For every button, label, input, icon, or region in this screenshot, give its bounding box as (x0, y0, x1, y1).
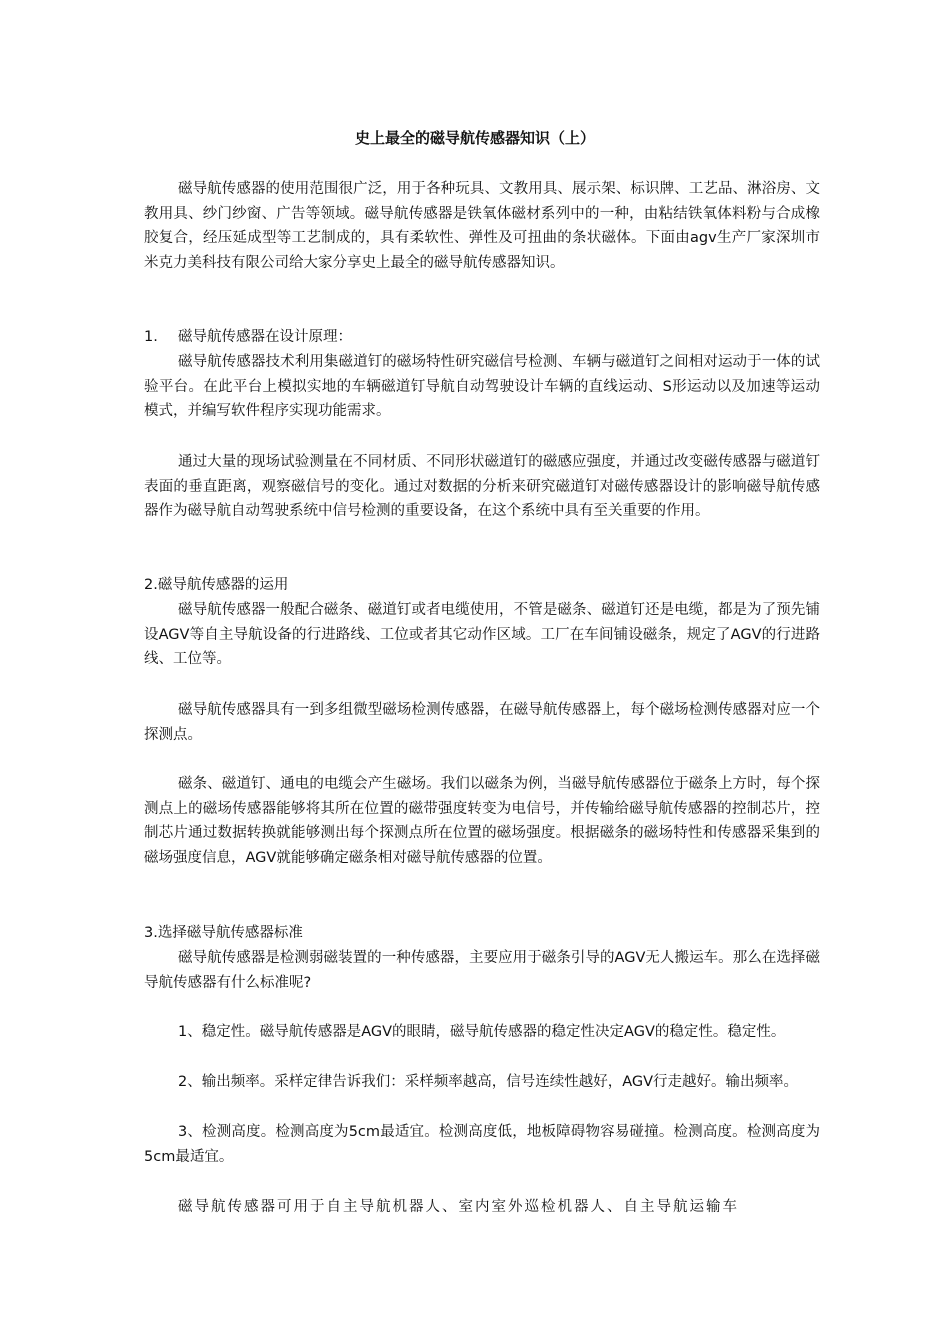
section3-paragraph-last: 磁导航传感器可用于自主导航机器人、室内室外巡检机器人、自主导航运输车 (178, 1199, 739, 1215)
section1-heading-text: 磁导航传感器在设计原理： (178, 329, 352, 345)
criteria-item-stability: 1、稳定性。磁导航传感器是AGV的眼睛，磁导航传感器的稳定性决定AGV的稳定性。稳定性。 (178, 1024, 786, 1040)
section2-paragraph-1: 磁导航传感器一般配合磁条、磁道钉或者电缆使用，不管是磁条、磁道钉还是电缆，都是为了预先铺设AGV等自主导航设备的行进路线、工位或者其它动作区域。工厂在车间铺设磁条，规定了AGV的行进路线、工位等。 (144, 602, 820, 668)
section1-number: 1. (144, 329, 158, 345)
section2-paragraph-3: 磁条、磁道钉、通电的电缆会产生磁场。我们以磁条为例，当磁导航传感器位于磁条上方时，每个探测点上的磁场传感器能够将其所在位置的磁带强度转变为电信号，并传输给磁导航传感器的控制芯片，控制芯片通过数据转换就能够测出每个探测点所在位置的磁场强度。根据磁条的磁场特性和传感器采集到的磁场强度信息，AGV就能够确定磁条相对磁导航传感器的位置。 (144, 776, 820, 866)
section1-paragraph-2: 通过大量的现场试验测量在不同材质、不同形状磁道钉的磁感应强度，并通过改变磁传感器与磁道钉表面的垂直距离，观察磁信号的变化。通过对数据的分析来研究磁道钉对磁传感器设计的影响磁导航传感器作为磁导航自动驾驶系统中信号检测的重要设备，在这个系统中具有至关重要的作用。 (144, 454, 820, 520)
section1-heading (144, 325, 820, 350)
criteria-item-output-frequency: 2、输出频率。采样定律告诉我们：采样频率越高，信号连续性越好，AGV行走越好。输出频率。 (178, 1074, 799, 1090)
document-title: 史上最全的磁导航传感器知识（上） (354, 129, 595, 147)
section3-paragraph-1: 磁导航传感器是检测弱磁装置的一种传感器，主要应用于磁条引导的AGV无人搬运车。那么在选择磁导航传感器有什么标准呢? (144, 950, 820, 991)
section3-heading: 3.选择磁导航传感器标准 (144, 925, 303, 941)
intro-paragraph: 磁导航传感器的使用范围很广泛，用于各种玩具、文教用具、展示架、标识牌、工艺品、淋浴房、文教用具、纱门纱窗、广告等领域。磁导航传感器是铁氧体磁材系列中的一种，由粘结铁氧体料粉与合成橡胶复合，经压延成型等工艺制成的，具有柔软性、弹性及可扭曲的条状磁体。下面由agv生产厂家深圳市米克力美科技有限公司给大家分享史上最全的磁导航传感器知识。 (144, 181, 820, 271)
criteria-item-detection-height: 3、检测高度。检测高度为5cm最适宜。检测高度低，地板障碍物容易碰撞。检测高度。检测高度为5cm最适宜。 (144, 1124, 820, 1165)
section2-paragraph-2: 磁导航传感器具有一到多组微型磁场检测传感器，在磁导航传感器上，每个磁场检测传感器对应一个探测点。 (144, 702, 820, 743)
section1-paragraph-1: 磁导航传感器技术利用集磁道钉的磁场特性研究磁信号检测、车辆与磁道钉之间相对运动于一体的试验平台。在此平台上模拟实地的车辆磁道钉导航自动驾驶设计车辆的直线运动、S形运动以及加速等运动模式，并编写软件程序实现功能需求。 (144, 354, 820, 420)
section2-heading: 2.磁导航传感器的运用 (144, 577, 289, 593)
